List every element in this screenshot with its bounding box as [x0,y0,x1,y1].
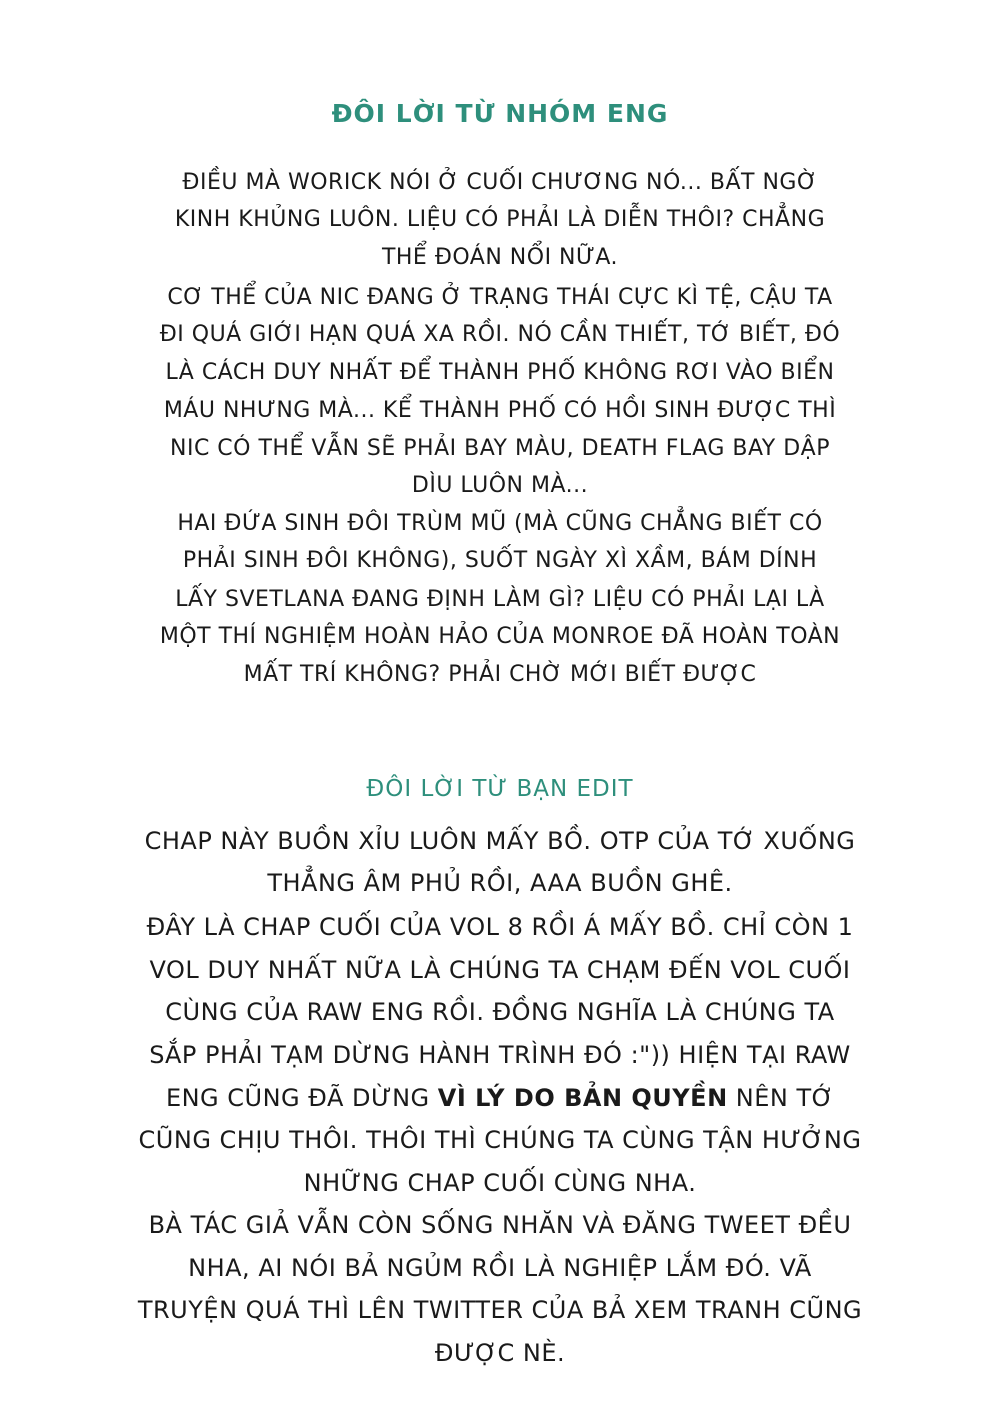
note-line: NHỮNG CHAP CUỐI CÙNG NHA. [303,1169,697,1197]
note-line: MẤT TRÍ KHÔNG? PHẢI CHỜ MỚI BIẾT ĐƯỢC [243,662,757,687]
note-line: TRUYỆN QUÁ THÌ LÊN TWITTER CỦA BẢ XEM TRANH CŨNG [137,1296,863,1324]
note-line: NIC CÓ THỂ VẪN SẼ PHẢI BAY MÀU, DEATH FLAG BAY DẬP [170,436,830,461]
note-line: MÁU NHƯNG MÀ... KỂ THÀNH PHỐ CÓ HỒI SINH ĐƯỢC THÌ [163,398,837,423]
note-line: CHAP NÀY BUỒN XỈU LUÔN MẤY BỒ. OTP CỦA TỚ XUỐNG [144,827,856,855]
note-line: LÀ CÁCH DUY NHẤT ĐỂ THÀNH PHỐ KHÔNG RƠI VÀO BIỂN [165,360,835,385]
note-line: SẮP PHẢI TẠM DỪNG HÀNH TRÌNH ĐÓ :")) HIỆN TẠI RAW [149,1041,851,1069]
note-line: PHẢI SINH ĐÔI KHÔNG), SUỐT NGÀY XÌ XẦM, BÁM DÍNH [182,548,818,573]
note-line: CƠ THỂ CỦA NIC ĐANG Ở TRẠNG THÁI CỰC KÌ TỆ, CẬU TA [167,285,833,310]
note-line: BÀ TÁC GIẢ VẪN CÒN SỐNG NHĂN VÀ ĐĂNG TWEET ĐỀU [148,1211,852,1239]
emphasized-text: VÌ LÝ DO BẢN QUYỀN [437,1084,728,1112]
note-line: THẲNG ÂM PHỦ RỒI, AAA BUỒN GHÊ. [267,869,733,897]
note-line: CŨNG CHỊU THÔI. THÔI THÌ CHÚNG TA CÙNG TẬN HƯỞNG [138,1126,862,1154]
editor-heading: ĐÔI LỜI TỪ BẠN EDIT [366,776,634,802]
note-line: LẤY SVETLANA ĐANG ĐỊNH LÀM GÌ? LIỆU CÓ PHẢI LẠI LÀ [175,587,825,612]
note-line: ĐI QUÁ GIỚI HẠN QUÁ XA RỒI. NÓ CẦN THIẾT, TỚ BIẾT, ĐÓ [159,322,841,347]
note-line: ĐIỀU MÀ WORICK NÓI Ở CUỐI CHƯƠNG NÓ... BẤT NGỜ [182,170,818,195]
note-line: DÌU LUÔN MÀ... [411,473,589,498]
note-line-with-emphasis [0,1084,1000,1112]
note-line: ĐƯỢC NÈ. [434,1339,566,1367]
note-text: ENG CŨNG ĐÃ DỪNG [165,1084,438,1112]
note-line: NHA, AI NÓI BẢ NGỦM RỒI LÀ NGHIỆP LẮM ĐÓ. VÃ [188,1254,812,1282]
note-text: NÊN TỚ [727,1084,835,1112]
note-line: KINH KHỦNG LUÔN. LIỆU CÓ PHẢI LÀ DIỄN THÔI? CHẲNG [174,207,826,232]
note-line: HAI ĐỨA SINH ĐÔI TRÙM MŨ (MÀ CŨNG CHẲNG BIẾT CÓ [177,511,823,536]
note-line: MỘT THÍ NGHIỆM HOÀN HẢO CỦA MONROE ĐÃ HOÀN TOÀN [159,624,841,649]
note-line: CÙNG CỦA RAW ENG RỒI. ĐỒNG NGHĨA LÀ CHÚNG TA [165,998,835,1026]
note-line: VOL DUY NHẤT NỮA LÀ CHÚNG TA CHẠM ĐẾN VOL CUỐI [149,956,851,984]
note-line: ĐÂY LÀ CHAP CUỐI CỦA VOL 8 RỒI Á MẤY BỒ. CHỈ CÒN 1 [146,913,854,941]
eng-team-heading: ĐÔI LỜI TỪ NHÓM ENG [331,99,669,128]
note-line: THỂ ĐOÁN NỔI NỮA. [381,245,619,270]
